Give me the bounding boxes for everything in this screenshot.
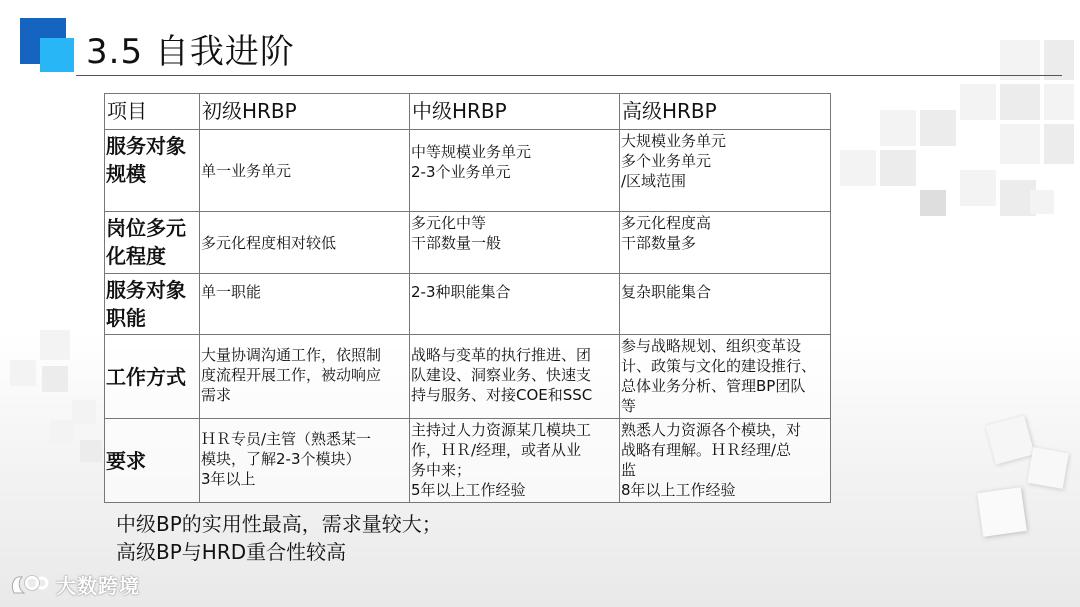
cell-line: 大量协调沟通工作，依照制 [201, 346, 382, 364]
cell-senior [620, 419, 831, 503]
table-row [105, 419, 831, 503]
row-label [105, 212, 200, 274]
cell-line: /区域范围 [621, 172, 687, 190]
page-title: 3.5 自我进阶 [86, 32, 295, 72]
cell-line: 5年以上工作经验 [411, 481, 526, 499]
row-label-line: 要求 [106, 448, 146, 473]
cell-line: 单一职能 [201, 283, 262, 301]
table-row [105, 274, 831, 335]
cell-line: 战略有理解。ＨＲ经理/总 [621, 441, 792, 459]
cell-middle [410, 130, 620, 212]
row-label [105, 419, 200, 503]
cell-line: 队建设、洞察业务、快速支 [411, 366, 592, 384]
brand-logo-icon [8, 571, 50, 599]
cell-line: 模块，了解2-3个模块） [201, 450, 361, 468]
cell-line: 大规模业务单元 [621, 132, 727, 150]
cell-line: 多元化程度高 [621, 214, 712, 232]
cell-line: 度流程开展工作，被动响应 [201, 366, 382, 384]
note-line: 高级BP与HRD重合性较高 [116, 540, 347, 564]
cell-line: 多个业务单元 [621, 152, 712, 170]
cell-line: 复杂职能集合 [621, 283, 712, 301]
row-label-line: 规模 [106, 162, 146, 186]
cell-line: 干部数量多 [621, 234, 697, 252]
cell-senior [620, 130, 831, 212]
cell-line: 参与战略规划、组织变革设 [621, 337, 802, 355]
cell-line: 单一业务单元 [201, 161, 292, 180]
cell-line: 需求 [201, 386, 232, 404]
cell-line: 战略与变革的执行推进、团 [411, 346, 592, 364]
row-label [105, 335, 200, 419]
brand-text: 大数跨境 [56, 574, 140, 598]
cell-junior [200, 274, 410, 335]
cell-middle [410, 419, 620, 503]
row-label-line: 化程度 [106, 244, 166, 268]
header-middle: 中级HRBP [410, 94, 620, 130]
cell-line: 多元化程度相对较低 [201, 233, 337, 252]
header-senior: 高级HRBP [620, 94, 831, 130]
cell-senior [620, 274, 831, 335]
cell-line: 中等规模业务单元 [411, 143, 532, 161]
table-row [105, 130, 831, 212]
cell-line: 熟悉人力资源各个模块，对 [621, 421, 802, 439]
row-label-line: 服务对象 [106, 134, 186, 158]
table-header-row [105, 94, 831, 130]
brand-watermark [8, 570, 140, 599]
note-line: 中级BP的实用性最高，需求量较大； [116, 512, 442, 536]
hrbp-level-table [104, 93, 831, 503]
cell-line: 3年以上 [201, 470, 256, 488]
table-row [105, 335, 831, 419]
cell-line: 主持过人力资源某几模块工 [411, 421, 592, 439]
row-label-line: 服务对象 [106, 278, 186, 302]
header-item: 项目 [105, 94, 200, 130]
cell-line: 总体业务分析、管理BP团队 [621, 377, 806, 395]
row-label-line: 职能 [106, 306, 146, 330]
cell-line: 监 [621, 461, 637, 479]
cell-junior [200, 335, 410, 419]
header-junior: 初级HRBP [200, 94, 410, 130]
cell-middle [410, 274, 620, 335]
cell-line: 2-3种职能集合 [411, 283, 511, 301]
cell-middle [410, 212, 620, 274]
cell-senior [620, 212, 831, 274]
cell-line: 2-3个业务单元 [411, 163, 511, 181]
cell-line: 务中来； [411, 461, 472, 479]
cell-junior [200, 419, 410, 503]
cell-line: 计、政策与文化的建设推行、 [621, 357, 817, 375]
title-logo-square-light [40, 38, 74, 72]
cell-line: 作，ＨＲ/经理，或者从业 [411, 441, 582, 459]
cell-line: 干部数量一般 [411, 234, 502, 252]
cell-line: 8年以上工作经验 [621, 481, 736, 499]
row-label [105, 274, 200, 335]
cell-middle [410, 335, 620, 419]
cell-line: 多元化中等 [411, 214, 487, 232]
cell-junior [200, 130, 410, 212]
cell-line: ＨＲ专员/主管（熟悉某一 [201, 430, 372, 448]
row-label [105, 130, 200, 212]
cell-line: 持与服务、对接COE和SSC [411, 386, 593, 404]
title-divider [76, 75, 1062, 76]
cell-senior [620, 335, 831, 419]
table-row [105, 212, 831, 274]
cell-line: 等 [621, 397, 637, 415]
summary-notes [116, 510, 442, 566]
cell-junior [200, 212, 410, 274]
row-label-line: 工作方式 [106, 364, 186, 389]
row-label-line: 岗位多元 [106, 216, 186, 240]
